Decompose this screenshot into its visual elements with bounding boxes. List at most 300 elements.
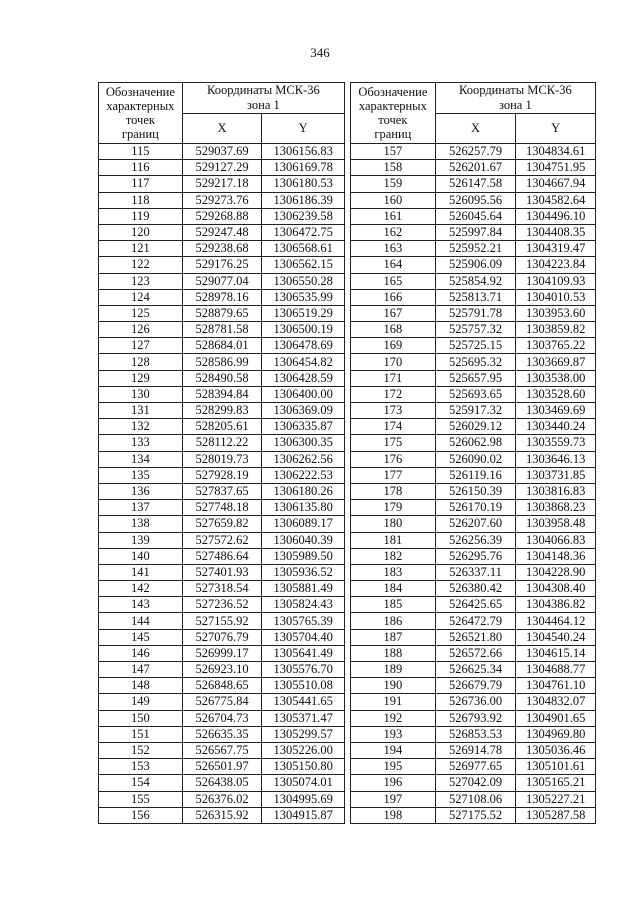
table-row — [99, 435, 345, 451]
x-coordinate-cell: 525693.65 — [435, 386, 516, 402]
point-number-cell: 195 — [351, 759, 436, 775]
x-coordinate-cell: 528586.99 — [182, 354, 262, 370]
x-coordinate-cell: 528394.84 — [182, 386, 262, 402]
table-row — [99, 726, 345, 742]
table-row — [351, 710, 596, 726]
table-row — [99, 160, 345, 176]
x-coordinate-cell: 527236.52 — [182, 597, 262, 613]
x-coordinate-cell: 526062.98 — [435, 435, 516, 451]
x-coordinate-cell: 526736.00 — [435, 694, 516, 710]
table-row — [99, 694, 345, 710]
point-number-cell: 182 — [351, 548, 436, 564]
point-number-cell: 156 — [99, 807, 183, 823]
y-coordinate-cell: 1304464.12 — [516, 613, 596, 629]
table-row — [351, 467, 596, 483]
y-coordinate-cell: 1306222.53 — [262, 467, 345, 483]
x-coordinate-cell: 528490.58 — [182, 370, 262, 386]
y-coordinate-cell: 1304148.36 — [516, 548, 596, 564]
x-coordinate-cell: 527837.65 — [182, 483, 262, 499]
x-coordinate-cell: 526501.97 — [182, 759, 262, 775]
y-coordinate-cell: 1306472.75 — [262, 224, 345, 240]
x-coordinate-cell: 529238.68 — [182, 241, 262, 257]
point-number-cell: 140 — [99, 548, 183, 564]
point-number-cell: 194 — [351, 742, 436, 758]
table-row — [99, 564, 345, 580]
table-row — [351, 791, 596, 807]
y-coordinate-cell: 1306089.17 — [262, 516, 345, 532]
x-coordinate-cell: 526045.64 — [435, 208, 516, 224]
point-number-cell: 181 — [351, 532, 436, 548]
point-number-cell: 158 — [351, 160, 436, 176]
coordinates-table-left — [98, 82, 345, 824]
table-row — [351, 629, 596, 645]
y-coordinate-cell: 1306135.80 — [262, 500, 345, 516]
x-coordinate-cell: 525906.09 — [435, 257, 516, 273]
y-coordinate-cell: 1305510.08 — [262, 678, 345, 694]
point-number-cell: 174 — [351, 419, 436, 435]
y-coordinate-cell: 1304688.77 — [516, 662, 596, 678]
x-coordinate-cell: 529077.04 — [182, 273, 262, 289]
x-coordinate-cell: 529176.25 — [182, 257, 262, 273]
y-coordinate-cell: 1306454.82 — [262, 354, 345, 370]
point-number-cell: 147 — [99, 662, 183, 678]
x-coordinate-cell: 525917.32 — [435, 403, 516, 419]
point-number-cell: 144 — [99, 613, 183, 629]
x-coordinate-cell: 526567.75 — [182, 742, 262, 758]
y-coordinate-cell: 1306300.35 — [262, 435, 345, 451]
coordinates-table-right — [350, 82, 596, 824]
point-number-cell: 119 — [99, 208, 183, 224]
x-coordinate-cell: 526572.66 — [435, 645, 516, 661]
table-row — [351, 403, 596, 419]
table-row — [99, 273, 345, 289]
y-coordinate-cell: 1306186.39 — [262, 192, 345, 208]
y-coordinate-cell: 1306180.26 — [262, 483, 345, 499]
table-row — [99, 403, 345, 419]
y-coordinate-cell: 1303669.87 — [516, 354, 596, 370]
y-coordinate-cell: 1306180.53 — [262, 176, 345, 192]
point-number-cell: 163 — [351, 241, 436, 257]
y-coordinate-cell: 1306156.83 — [262, 144, 345, 160]
table-row — [99, 516, 345, 532]
point-number-cell: 190 — [351, 678, 436, 694]
table-row — [99, 548, 345, 564]
y-coordinate-cell: 1305074.01 — [262, 775, 345, 791]
point-number-cell: 139 — [99, 532, 183, 548]
table-row — [351, 483, 596, 499]
point-number-cell: 180 — [351, 516, 436, 532]
y-coordinate-cell: 1305936.52 — [262, 564, 345, 580]
y-coordinate-cell: 1304223.84 — [516, 257, 596, 273]
table-row — [99, 305, 345, 321]
y-coordinate-cell: 1306562.15 — [262, 257, 345, 273]
x-coordinate-cell: 527076.79 — [182, 629, 262, 645]
y-coordinate-cell: 1304408.35 — [516, 224, 596, 240]
x-column-header: X — [435, 114, 516, 144]
y-coordinate-cell: 1305036.46 — [516, 742, 596, 758]
table-row — [99, 581, 345, 597]
table-row — [351, 597, 596, 613]
table-row — [351, 662, 596, 678]
table-row — [99, 338, 345, 354]
y-column-header: Y — [262, 114, 345, 144]
x-coordinate-cell: 527155.92 — [182, 613, 262, 629]
table-row — [99, 678, 345, 694]
x-coordinate-cell: 529268.88 — [182, 208, 262, 224]
table-row — [351, 176, 596, 192]
table-row — [99, 289, 345, 305]
page-number: 346 — [310, 45, 330, 60]
x-coordinate-cell: 525997.84 — [435, 224, 516, 240]
point-number-cell: 164 — [351, 257, 436, 273]
y-coordinate-cell: 1305165.21 — [516, 775, 596, 791]
table-row — [351, 645, 596, 661]
y-coordinate-cell: 1306169.78 — [262, 160, 345, 176]
x-coordinate-cell: 527928.19 — [182, 467, 262, 483]
point-number-cell: 197 — [351, 791, 436, 807]
point-number-cell: 168 — [351, 322, 436, 338]
y-coordinate-cell: 1306478.69 — [262, 338, 345, 354]
y-coordinate-cell: 1305824.43 — [262, 597, 345, 613]
table-row — [99, 192, 345, 208]
x-coordinate-cell: 526295.76 — [435, 548, 516, 564]
point-number-cell: 177 — [351, 467, 436, 483]
x-coordinate-cell: 527486.64 — [182, 548, 262, 564]
table-row — [351, 370, 596, 386]
table-row — [351, 613, 596, 629]
x-coordinate-cell: 527108.06 — [435, 791, 516, 807]
table-row — [99, 532, 345, 548]
point-number-cell: 137 — [99, 500, 183, 516]
point-number-cell: 162 — [351, 224, 436, 240]
table-row — [99, 386, 345, 402]
y-coordinate-cell: 1304228.90 — [516, 564, 596, 580]
point-number-cell: 196 — [351, 775, 436, 791]
x-coordinate-cell: 525813.71 — [435, 289, 516, 305]
y-coordinate-cell: 1304915.87 — [262, 807, 345, 823]
x-coordinate-cell: 528205.61 — [182, 419, 262, 435]
point-number-cell: 179 — [351, 500, 436, 516]
x-coordinate-cell: 528781.58 — [182, 322, 262, 338]
y-coordinate-cell: 1306568.61 — [262, 241, 345, 257]
y-coordinate-cell: 1303868.23 — [516, 500, 596, 516]
table-row — [351, 354, 596, 370]
y-coordinate-cell: 1303731.85 — [516, 467, 596, 483]
x-coordinate-cell: 529217.18 — [182, 176, 262, 192]
y-coordinate-cell: 1305576.70 — [262, 662, 345, 678]
x-column-header: X — [182, 114, 262, 144]
y-coordinate-cell: 1305101.61 — [516, 759, 596, 775]
y-coordinate-cell: 1306519.29 — [262, 305, 345, 321]
table-row — [99, 419, 345, 435]
y-coordinate-cell: 1306400.00 — [262, 386, 345, 402]
table-row — [99, 208, 345, 224]
point-number-cell: 176 — [351, 451, 436, 467]
y-coordinate-cell: 1306239.58 — [262, 208, 345, 224]
x-coordinate-cell: 527572.62 — [182, 532, 262, 548]
point-number-cell: 155 — [99, 791, 183, 807]
table-row — [351, 144, 596, 160]
x-coordinate-cell: 526704.73 — [182, 710, 262, 726]
point-number-cell: 189 — [351, 662, 436, 678]
x-coordinate-cell: 528978.16 — [182, 289, 262, 305]
table-row — [351, 305, 596, 321]
x-coordinate-cell: 529273.76 — [182, 192, 262, 208]
point-number-cell: 166 — [351, 289, 436, 305]
x-coordinate-cell: 526635.35 — [182, 726, 262, 742]
table-row — [351, 581, 596, 597]
table-row — [351, 192, 596, 208]
point-number-cell: 154 — [99, 775, 183, 791]
x-coordinate-cell: 526257.79 — [435, 144, 516, 160]
point-number-cell: 188 — [351, 645, 436, 661]
x-coordinate-cell: 526315.92 — [182, 807, 262, 823]
y-coordinate-cell: 1304308.40 — [516, 581, 596, 597]
y-coordinate-cell: 1305881.49 — [262, 581, 345, 597]
point-number-cell: 130 — [99, 386, 183, 402]
point-number-cell: 133 — [99, 435, 183, 451]
x-coordinate-cell: 529127.29 — [182, 160, 262, 176]
table-row — [351, 726, 596, 742]
x-coordinate-cell: 528879.65 — [182, 305, 262, 321]
y-coordinate-cell: 1305299.57 — [262, 726, 345, 742]
point-number-cell: 145 — [99, 629, 183, 645]
table-row — [99, 710, 345, 726]
y-coordinate-cell: 1303958.48 — [516, 516, 596, 532]
y-coordinate-cell: 1306040.39 — [262, 532, 345, 548]
point-number-cell: 129 — [99, 370, 183, 386]
table-row — [99, 144, 345, 160]
point-number-cell: 123 — [99, 273, 183, 289]
table-row — [99, 176, 345, 192]
y-coordinate-cell: 1304496.10 — [516, 208, 596, 224]
y-coordinate-cell: 1304582.64 — [516, 192, 596, 208]
point-number-cell: 184 — [351, 581, 436, 597]
table-row — [351, 435, 596, 451]
point-number-cell: 187 — [351, 629, 436, 645]
point-number-cell: 167 — [351, 305, 436, 321]
x-coordinate-cell: 526119.16 — [435, 467, 516, 483]
y-coordinate-cell: 1304386.82 — [516, 597, 596, 613]
point-number-cell: 131 — [99, 403, 183, 419]
y-coordinate-cell: 1304995.69 — [262, 791, 345, 807]
x-coordinate-cell: 529247.48 — [182, 224, 262, 240]
table-row — [99, 467, 345, 483]
y-coordinate-cell: 1305704.40 — [262, 629, 345, 645]
y-coordinate-cell: 1303953.60 — [516, 305, 596, 321]
y-coordinate-cell: 1305226.00 — [262, 742, 345, 758]
y-coordinate-cell: 1304667.94 — [516, 176, 596, 192]
point-number-cell: 124 — [99, 289, 183, 305]
table-row — [351, 160, 596, 176]
y-coordinate-cell: 1304969.80 — [516, 726, 596, 742]
x-coordinate-cell: 526376.02 — [182, 791, 262, 807]
y-coordinate-cell: 1304540.24 — [516, 629, 596, 645]
point-number-cell: 183 — [351, 564, 436, 580]
x-coordinate-cell: 526029.12 — [435, 419, 516, 435]
y-coordinate-cell: 1305641.49 — [262, 645, 345, 661]
point-number-cell: 143 — [99, 597, 183, 613]
point-number-cell: 151 — [99, 726, 183, 742]
x-coordinate-cell: 528684.01 — [182, 338, 262, 354]
point-number-cell: 152 — [99, 742, 183, 758]
y-column-header: Y — [516, 114, 596, 144]
point-number-cell: 170 — [351, 354, 436, 370]
x-coordinate-cell: 528112.22 — [182, 435, 262, 451]
x-coordinate-cell: 527042.09 — [435, 775, 516, 791]
table-row — [351, 548, 596, 564]
y-coordinate-cell: 1304832.07 — [516, 694, 596, 710]
x-coordinate-cell: 527401.93 — [182, 564, 262, 580]
x-coordinate-cell: 526793.92 — [435, 710, 516, 726]
x-coordinate-cell: 525657.95 — [435, 370, 516, 386]
y-coordinate-cell: 1304615.14 — [516, 645, 596, 661]
x-coordinate-cell: 526472.79 — [435, 613, 516, 629]
y-coordinate-cell: 1303559.73 — [516, 435, 596, 451]
y-coordinate-cell: 1304751.95 — [516, 160, 596, 176]
table-row — [99, 241, 345, 257]
x-coordinate-cell: 526853.53 — [435, 726, 516, 742]
x-coordinate-cell: 528299.83 — [182, 403, 262, 419]
table-row — [99, 613, 345, 629]
y-coordinate-cell: 1303765.22 — [516, 338, 596, 354]
x-coordinate-cell: 526256.39 — [435, 532, 516, 548]
x-coordinate-cell: 526095.56 — [435, 192, 516, 208]
point-designation-header: Обозначение характерных точек границ — [351, 83, 436, 144]
x-coordinate-cell: 526201.67 — [435, 160, 516, 176]
y-coordinate-cell: 1303528.60 — [516, 386, 596, 402]
point-number-cell: 121 — [99, 241, 183, 257]
x-coordinate-cell: 526380.42 — [435, 581, 516, 597]
y-coordinate-cell: 1306262.56 — [262, 451, 345, 467]
point-number-cell: 132 — [99, 419, 183, 435]
x-coordinate-cell: 526425.65 — [435, 597, 516, 613]
y-coordinate-cell: 1303859.82 — [516, 322, 596, 338]
x-coordinate-cell: 527748.18 — [182, 500, 262, 516]
x-coordinate-cell: 526521.80 — [435, 629, 516, 645]
point-number-cell: 149 — [99, 694, 183, 710]
point-number-cell: 135 — [99, 467, 183, 483]
point-number-cell: 120 — [99, 224, 183, 240]
table-row — [99, 791, 345, 807]
table-row — [351, 564, 596, 580]
point-number-cell: 169 — [351, 338, 436, 354]
y-coordinate-cell: 1304010.53 — [516, 289, 596, 305]
y-coordinate-cell: 1303816.83 — [516, 483, 596, 499]
y-coordinate-cell: 1305989.50 — [262, 548, 345, 564]
point-number-cell: 127 — [99, 338, 183, 354]
point-number-cell: 117 — [99, 176, 183, 192]
point-number-cell: 165 — [351, 273, 436, 289]
table-row — [99, 807, 345, 823]
table-row — [351, 775, 596, 791]
x-coordinate-cell: 529037.69 — [182, 144, 262, 160]
coordinate-system-header: Координаты МСК-36 зона 1 — [435, 83, 595, 114]
table-row — [99, 645, 345, 661]
table-row — [351, 807, 596, 823]
table-row — [99, 322, 345, 338]
table-row — [351, 386, 596, 402]
x-coordinate-cell: 526090.02 — [435, 451, 516, 467]
y-coordinate-cell: 1303469.69 — [516, 403, 596, 419]
x-coordinate-cell: 526147.58 — [435, 176, 516, 192]
point-number-cell: 193 — [351, 726, 436, 742]
table-row — [99, 500, 345, 516]
table-row — [351, 289, 596, 305]
point-number-cell: 136 — [99, 483, 183, 499]
table-row — [351, 500, 596, 516]
table-row — [351, 678, 596, 694]
point-number-cell: 175 — [351, 435, 436, 451]
y-coordinate-cell: 1305227.21 — [516, 791, 596, 807]
x-coordinate-cell: 527659.82 — [182, 516, 262, 532]
table-row — [351, 516, 596, 532]
point-number-cell: 153 — [99, 759, 183, 775]
table-row — [351, 338, 596, 354]
table-row — [99, 354, 345, 370]
x-coordinate-cell: 526438.05 — [182, 775, 262, 791]
table-row — [99, 759, 345, 775]
x-coordinate-cell: 527175.52 — [435, 807, 516, 823]
point-number-cell: 146 — [99, 645, 183, 661]
y-coordinate-cell: 1304761.10 — [516, 678, 596, 694]
x-coordinate-cell: 527318.54 — [182, 581, 262, 597]
x-coordinate-cell: 525791.78 — [435, 305, 516, 321]
table-row — [351, 224, 596, 240]
table-row — [99, 483, 345, 499]
y-coordinate-cell: 1306369.09 — [262, 403, 345, 419]
y-coordinate-cell: 1305371.47 — [262, 710, 345, 726]
y-coordinate-cell: 1303440.24 — [516, 419, 596, 435]
x-coordinate-cell: 528019.73 — [182, 451, 262, 467]
x-coordinate-cell: 526923.10 — [182, 662, 262, 678]
x-coordinate-cell: 525725.15 — [435, 338, 516, 354]
point-number-cell: 150 — [99, 710, 183, 726]
point-number-cell: 125 — [99, 305, 183, 321]
table-row — [351, 759, 596, 775]
x-coordinate-cell: 526679.79 — [435, 678, 516, 694]
table-row — [99, 775, 345, 791]
x-coordinate-cell: 526775.84 — [182, 694, 262, 710]
point-number-cell: 172 — [351, 386, 436, 402]
table-row — [351, 694, 596, 710]
y-coordinate-cell: 1306500.19 — [262, 322, 345, 338]
x-coordinate-cell: 526150.39 — [435, 483, 516, 499]
point-number-cell: 198 — [351, 807, 436, 823]
table-row — [351, 451, 596, 467]
table-row — [99, 224, 345, 240]
x-coordinate-cell: 525854.92 — [435, 273, 516, 289]
point-number-cell: 126 — [99, 322, 183, 338]
table-row — [351, 208, 596, 224]
point-designation-header: Обозначение характерных точек границ — [99, 83, 183, 144]
point-number-cell: 134 — [99, 451, 183, 467]
x-coordinate-cell: 526914.78 — [435, 742, 516, 758]
coordinate-system-header: Координаты МСК-36 зона 1 — [182, 83, 344, 114]
point-number-cell: 191 — [351, 694, 436, 710]
table-row — [351, 419, 596, 435]
point-number-cell: 141 — [99, 564, 183, 580]
point-number-cell: 116 — [99, 160, 183, 176]
y-coordinate-cell: 1304834.61 — [516, 144, 596, 160]
x-coordinate-cell: 526207.60 — [435, 516, 516, 532]
point-number-cell: 161 — [351, 208, 436, 224]
y-coordinate-cell: 1306335.87 — [262, 419, 345, 435]
point-number-cell: 178 — [351, 483, 436, 499]
y-coordinate-cell: 1306428.59 — [262, 370, 345, 386]
point-number-cell: 118 — [99, 192, 183, 208]
table-row — [99, 629, 345, 645]
